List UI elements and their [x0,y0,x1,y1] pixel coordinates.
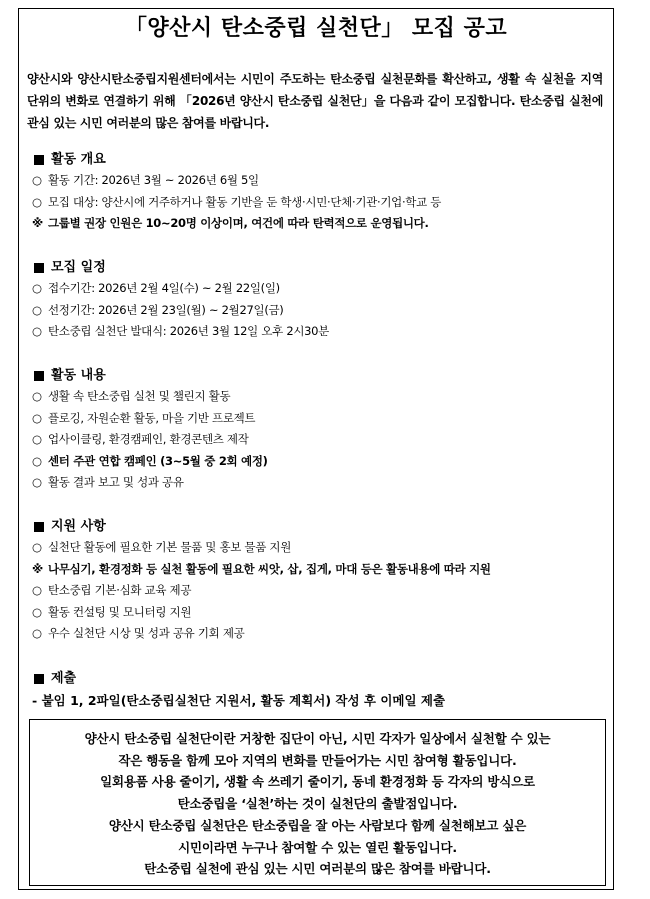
section-heading-label: 활동 내용 [51,368,106,383]
section-support [32,517,603,645]
closing-line: 탄소중립 실천에 관심 있는 시민 여러분의 많은 참여를 바랍니다. [144,861,491,877]
section-heading-label: 활동 개요 [51,152,106,167]
reference-mark-icon: ※ [32,216,43,230]
list-item: ○ 실천단 활동에 필요한 기본 물품 및 홍보 물품 지원 [32,537,603,559]
circle-bullet-icon: ○ [32,194,42,209]
submission-instruction: - 붙임 1, 2파일(탄소중립실천단 지원서, 활동 계획서) 작성 후 이메일 제출 [32,693,446,708]
section-activity-content [32,366,603,494]
list-item: ○ 접수기간: 2026년 2월 4일(수) ~ 2월 22일(일) [32,278,603,300]
section-heading [32,150,603,170]
closing-line: 양산시 탄소중립 실천단이란 거창한 집단이 아닌, 시민 각자가 일상에서 실천할 수 있는 [84,731,551,746]
circle-bullet-icon: ○ [32,604,42,619]
black-square-icon [34,674,44,684]
section-heading [32,258,603,278]
circle-bullet-icon: ○ [32,432,42,446]
section-heading [32,366,603,386]
list-item: ○ 선정기간: 2026년 2월 23일(월) ~ 2월27일(금) [32,300,603,322]
section-heading [32,517,603,537]
black-square-icon [34,522,44,532]
list-item: ○ 활동 기간: 2026년 3월 ~ 2026년 6월 5일 [32,170,603,192]
list-item: ○ 생활 속 탄소중립 실천 및 챌린지 활동 [32,386,603,408]
list-item: ○ 모집 대상: 양산시에 거주하거나 활동 기반을 둔 학생·시민·단체·기관·기업·학교 등 [32,192,603,214]
section-heading-label: 지원 사항 [51,519,106,534]
closing-line: 일회용품 사용 줄이기, 생활 속 쓰레기 줄이기, 동네 환경정화 등 각자의 방식으로 [100,774,535,790]
circle-bullet-icon: ○ [32,173,42,187]
section-heading-label: 모집 일정 [51,260,106,275]
section-submission [32,669,603,713]
closing-line: 시민이라면 누구나 참여할 수 있는 열린 활동입니다. [178,839,457,855]
list-item: ○ 업사이클링, 환경캠페인, 환경콘텐츠 제작 [32,429,603,451]
section-activity-overview [32,150,603,235]
page-title: 「양산시 탄소중립 실천단」 모집 공고 [124,16,508,41]
reference-mark-icon: ※ [32,561,43,576]
circle-bullet-icon: ○ [32,540,42,554]
closing-line: 작은 행동을 함께 모아 지역의 변화를 만들어가는 시민 참여형 활동입니다. [118,752,517,768]
list-item: ○ 탄소중립 기본·심화 교육 제공 [32,580,603,602]
circle-bullet-icon: ○ [32,302,42,317]
list-item: ○ 우수 실천단 시상 및 성과 공유 기회 제공 [32,623,603,645]
circle-bullet-icon: ○ [32,324,42,338]
circle-bullet-icon: ○ [32,475,42,489]
closing-message-box [29,719,606,886]
circle-bullet-icon: ○ [32,281,42,295]
black-square-icon [34,155,44,165]
dash-bullet-icon: - [32,693,38,708]
circle-bullet-icon: ○ [32,626,42,640]
list-item: ○ 플로깅, 자원순환 활동, 마을 기반 프로젝트 [32,408,603,430]
black-square-icon [34,263,44,273]
list-item: ○ 센터 주관 연합 캠페인 (3~5월 중 2회 예정) [32,451,603,473]
section-heading-label: 제출 [51,671,77,686]
closing-line: 양산시 탄소중립 실천단은 탄소중립을 잘 아는 사람보다 함께 실천해보고 싶은 [108,817,527,833]
circle-bullet-icon: ○ [32,389,42,403]
circle-bullet-icon: ○ [32,583,42,597]
note-item: ※ 나무심기, 환경정화 등 실천 활동에 필요한 씨앗, 삽, 집게, 마대 등은 활동내용에 따라 지원 [32,559,603,581]
list-item: ○ 탄소중립 실천단 발대식: 2026년 3월 12일 오후 2시30분 [32,321,603,343]
circle-bullet-icon: ○ [32,410,42,425]
notice-document [18,8,614,890]
section-recruitment-schedule [32,258,603,343]
circle-bullet-icon: ○ [32,453,42,468]
section-heading [32,669,603,689]
black-square-icon [34,371,44,381]
list-item: ○ 활동 컨설팅 및 모니터링 지원 [32,602,603,624]
intro-paragraph: 양산시와 양산시탄소중립지원센터에서는 시민이 주도하는 탄소중립 실천문화를 확산하고, 생활 속 실천을 지역 단위의 변화로 연결하기 위해 「2026년 양산시 탄소중립 실천단」을 다음과 같이 모집합니다. 탄소중립 실천에 관심 있는 시민 여러분의 많은 참여를 바랍니다. [27,72,603,130]
list-item: ○ 활동 결과 보고 및 성과 공유 [32,472,603,494]
closing-line: 탄소중립을 ‘실천’하는 것이 실천단의 출발점입니다. [177,796,458,812]
note-item: ※ 그룹별 권장 인원은 10~20명 이상이며, 여건에 따라 탄력적으로 운영됩니다. [32,213,603,235]
